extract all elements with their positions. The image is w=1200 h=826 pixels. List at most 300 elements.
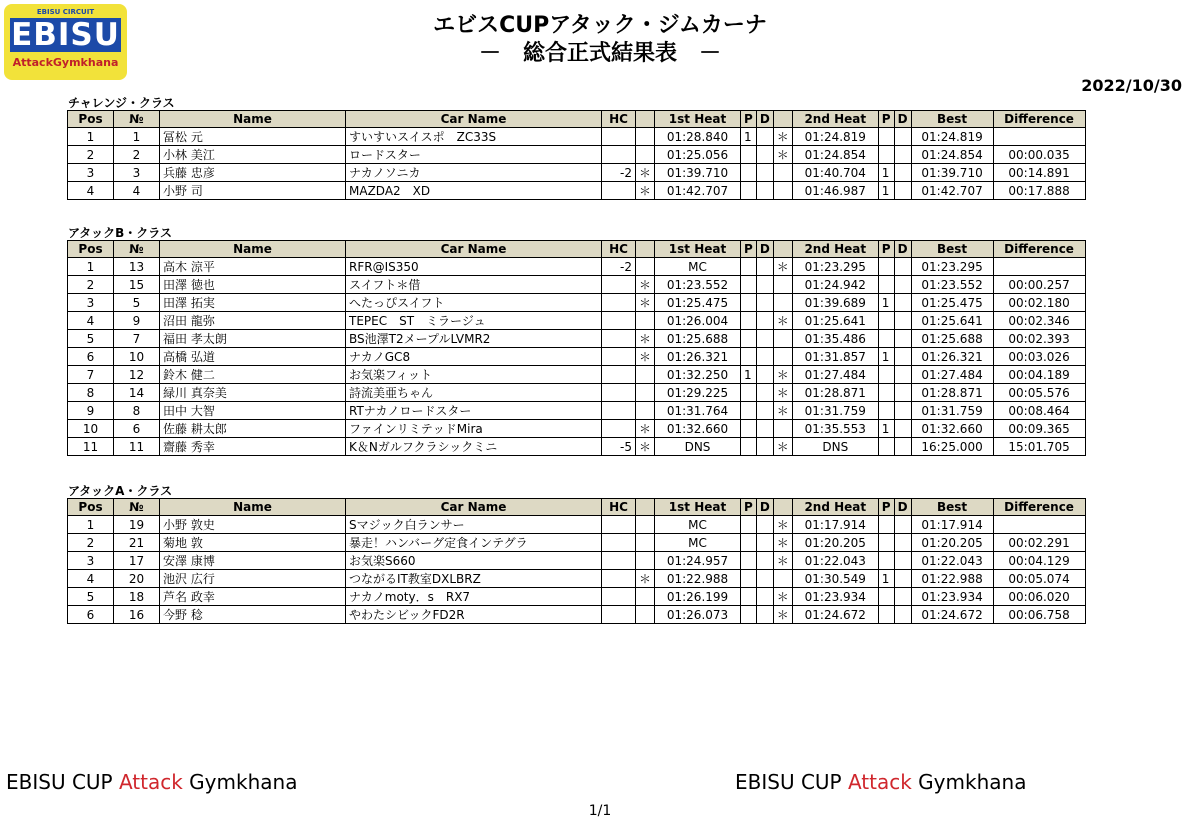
table-row (68, 570, 1086, 588)
table-cell: 暴走！ハンバーグ定食インテグラ (346, 534, 602, 552)
table-cell: 小野 敦史 (160, 516, 346, 534)
table-cell (602, 276, 636, 294)
column-header: Pos (68, 499, 114, 516)
column-header (773, 499, 792, 516)
column-header: P (741, 111, 757, 128)
column-header: HC (602, 241, 636, 258)
table-cell: ＊ (773, 258, 792, 276)
table-cell: 00:03.026 (993, 348, 1085, 366)
table-cell: 01:31.759 (911, 402, 993, 420)
table-cell: 01:32.250 (655, 366, 741, 384)
column-header: P (878, 241, 894, 258)
table-cell: 01:24.819 (792, 128, 878, 146)
table-cell (636, 366, 655, 384)
table-cell: 小林 美江 (160, 146, 346, 164)
table-cell: 3 (68, 294, 114, 312)
table-cell: ＊ (636, 330, 655, 348)
table-cell: 齋藤 秀幸 (160, 438, 346, 456)
table-cell: 1 (741, 128, 757, 146)
table-cell (602, 420, 636, 438)
table-cell: 01:32.660 (655, 420, 741, 438)
table-header-row (68, 241, 1086, 258)
table-cell: 01:26.004 (655, 312, 741, 330)
table-cell (636, 312, 655, 330)
table-cell (878, 516, 894, 534)
column-header: D (756, 241, 773, 258)
table-cell (894, 402, 911, 420)
table-cell: TEPEC ST ミラージュ (346, 312, 602, 330)
table-cell: 01:22.988 (655, 570, 741, 588)
table-cell (741, 330, 757, 348)
table-cell (756, 516, 773, 534)
column-header: Name (160, 241, 346, 258)
footer-logo-right (735, 770, 1026, 794)
table-cell: 1 (68, 516, 114, 534)
table-cell: 池沢 広行 (160, 570, 346, 588)
footer-logo-left (6, 770, 297, 794)
table-cell: 00:09.365 (993, 420, 1085, 438)
table-cell (602, 516, 636, 534)
table-cell: 01:24.957 (655, 552, 741, 570)
column-header: 2nd Heat (792, 111, 878, 128)
table-cell: 01:23.552 (911, 276, 993, 294)
table-cell: 15:01.705 (993, 438, 1085, 456)
table-cell (602, 606, 636, 624)
results-table (67, 110, 1086, 200)
table-cell (741, 276, 757, 294)
table-cell: ＊ (773, 312, 792, 330)
table-cell: 01:24.942 (792, 276, 878, 294)
table-cell (894, 294, 911, 312)
table-cell (636, 146, 655, 164)
column-header: Pos (68, 111, 114, 128)
table-cell: -5 (602, 438, 636, 456)
table-cell: 2 (114, 146, 160, 164)
footer-text: Gymkhana (911, 770, 1027, 794)
table-cell (894, 420, 911, 438)
table-cell: 10 (114, 348, 160, 366)
column-header: D (756, 111, 773, 128)
table-cell: 01:28.871 (911, 384, 993, 402)
table-cell: 16:25.000 (911, 438, 993, 456)
table-cell: ナカノGC8 (346, 348, 602, 366)
table-cell: 01:25.056 (655, 146, 741, 164)
table-cell (741, 438, 757, 456)
column-header: P (741, 499, 757, 516)
table-row (68, 128, 1086, 146)
table-cell (602, 570, 636, 588)
table-cell: 1 (878, 182, 894, 200)
class-label: アタックA・クラス (68, 484, 173, 498)
table-cell: 田中 大智 (160, 402, 346, 420)
table-cell: 01:27.484 (792, 366, 878, 384)
table-cell: 15 (114, 276, 160, 294)
table-cell (636, 128, 655, 146)
column-header (773, 111, 792, 128)
table-cell (756, 438, 773, 456)
table-cell (878, 146, 894, 164)
table-cell (773, 182, 792, 200)
table-cell: ＊ (773, 128, 792, 146)
table-row (68, 534, 1086, 552)
table-cell (894, 258, 911, 276)
table-row (68, 438, 1086, 456)
table-cell: 9 (68, 402, 114, 420)
table-cell: 01:23.552 (655, 276, 741, 294)
table-cell (894, 164, 911, 182)
table-row (68, 164, 1086, 182)
table-cell: 6 (68, 348, 114, 366)
table-cell: 01:31.759 (792, 402, 878, 420)
table-cell: やわたシビックFD2R (346, 606, 602, 624)
table-cell (894, 438, 911, 456)
table-cell (878, 588, 894, 606)
table-cell: 00:08.464 (993, 402, 1085, 420)
table-cell: 01:22.043 (911, 552, 993, 570)
table-cell (878, 276, 894, 294)
column-header: HC (602, 111, 636, 128)
column-header (636, 241, 655, 258)
table-cell: 2 (68, 146, 114, 164)
table-cell: DNS (792, 438, 878, 456)
table-row (68, 294, 1086, 312)
table-cell: 01:25.641 (792, 312, 878, 330)
table-cell: 7 (68, 366, 114, 384)
table-cell (602, 330, 636, 348)
table-row (68, 516, 1086, 534)
table-cell (878, 258, 894, 276)
table-cell: ＊ (636, 438, 655, 456)
table-cell (773, 294, 792, 312)
table-cell: 01:28.871 (792, 384, 878, 402)
table-cell (636, 552, 655, 570)
table-cell: すいすいスイスポ ZC33S (346, 128, 602, 146)
table-cell (636, 402, 655, 420)
table-cell (773, 420, 792, 438)
table-cell: 00:14.891 (993, 164, 1085, 182)
table-cell (894, 534, 911, 552)
results-table (67, 498, 1086, 624)
table-cell (894, 276, 911, 294)
table-cell: ファインリミテッドMira (346, 420, 602, 438)
page-subtitle: － 総合正式結果表 － (478, 41, 721, 66)
table-cell (878, 534, 894, 552)
table-cell: 鈴木 健二 (160, 366, 346, 384)
table-cell: K＆Nガルフクラシックミニ (346, 438, 602, 456)
column-header: HC (602, 499, 636, 516)
table-cell: 福田 孝太朗 (160, 330, 346, 348)
table-cell: -2 (602, 258, 636, 276)
table-row (68, 348, 1086, 366)
column-header: 2nd Heat (792, 499, 878, 516)
table-cell (993, 516, 1085, 534)
table-cell (756, 258, 773, 276)
table-cell: 20 (114, 570, 160, 588)
table-cell (756, 384, 773, 402)
table-cell (636, 384, 655, 402)
table-cell: 00:05.576 (993, 384, 1085, 402)
table-cell (756, 146, 773, 164)
table-cell: 01:39.710 (655, 164, 741, 182)
table-cell: お気楽フィット (346, 366, 602, 384)
table-cell: MAZDA2 XD (346, 182, 602, 200)
column-header: 1st Heat (655, 241, 741, 258)
table-cell: 菊地 敦 (160, 534, 346, 552)
table-cell (602, 534, 636, 552)
column-header: P (878, 499, 894, 516)
table-cell: 4 (114, 182, 160, 200)
table-cell (756, 294, 773, 312)
table-cell (894, 606, 911, 624)
table-cell: RFR@IS350 (346, 258, 602, 276)
table-cell: 00:02.393 (993, 330, 1085, 348)
table-cell: 6 (68, 606, 114, 624)
table-cell: お気楽S660 (346, 552, 602, 570)
table-cell: ＊ (773, 588, 792, 606)
table-cell (894, 182, 911, 200)
table-cell: 2 (68, 276, 114, 294)
table-cell: 16 (114, 606, 160, 624)
table-row (68, 606, 1086, 624)
table-cell: 4 (68, 312, 114, 330)
table-cell: 詩流美亜ちゃん (346, 384, 602, 402)
table-header-row (68, 111, 1086, 128)
table-cell (756, 552, 773, 570)
table-cell: 田澤 拓実 (160, 294, 346, 312)
table-row (68, 366, 1086, 384)
table-cell: 01:40.704 (792, 164, 878, 182)
table-cell: 8 (114, 402, 160, 420)
table-cell: 01:23.295 (792, 258, 878, 276)
table-cell (756, 330, 773, 348)
table-cell: ＊ (636, 182, 655, 200)
table-cell (894, 366, 911, 384)
table-cell: 01:24.854 (792, 146, 878, 164)
table-cell: 14 (114, 384, 160, 402)
column-header: Name (160, 111, 346, 128)
table-cell (741, 146, 757, 164)
table-cell (773, 348, 792, 366)
table-cell (741, 182, 757, 200)
table-cell (636, 534, 655, 552)
table-cell (878, 438, 894, 456)
table-cell: 7 (114, 330, 160, 348)
table-cell (741, 606, 757, 624)
table-cell (602, 588, 636, 606)
table-cell: ＊ (636, 294, 655, 312)
table-cell: ナカノmoty．s RX7 (346, 588, 602, 606)
column-header: Difference (993, 111, 1085, 128)
table-cell: 高木 涼平 (160, 258, 346, 276)
column-header: Car Name (346, 111, 602, 128)
column-header: № (114, 111, 160, 128)
table-cell: 01:26.199 (655, 588, 741, 606)
table-cell: MC (655, 534, 741, 552)
table-cell: ＊ (636, 164, 655, 182)
table-cell (756, 570, 773, 588)
table-cell (894, 552, 911, 570)
table-cell: 01:17.914 (911, 516, 993, 534)
table-cell (741, 552, 757, 570)
column-header: Best (911, 499, 993, 516)
table-cell (756, 128, 773, 146)
table-cell (773, 330, 792, 348)
table-cell: 01:23.934 (792, 588, 878, 606)
table-cell: 1 (878, 348, 894, 366)
table-cell: 19 (114, 516, 160, 534)
footer-text: EBISU CUP (735, 770, 848, 794)
logo-bottom-text: AttackGymkhana (12, 56, 119, 69)
table-cell (773, 164, 792, 182)
table-cell: 18 (114, 588, 160, 606)
column-header: 2nd Heat (792, 241, 878, 258)
table-cell: 01:27.484 (911, 366, 993, 384)
table-cell (602, 552, 636, 570)
table-cell: 4 (68, 182, 114, 200)
column-header: № (114, 499, 160, 516)
table-cell (878, 330, 894, 348)
table-cell (894, 516, 911, 534)
table-cell: ＊ (773, 516, 792, 534)
table-cell: 21 (114, 534, 160, 552)
table-cell (993, 128, 1085, 146)
table-cell: 01:25.641 (911, 312, 993, 330)
column-header: Best (911, 111, 993, 128)
table-cell: 01:17.914 (792, 516, 878, 534)
footer-text: Gymkhana (182, 770, 298, 794)
column-header (636, 499, 655, 516)
table-cell: 12 (114, 366, 160, 384)
table-cell (878, 402, 894, 420)
column-header: Difference (993, 499, 1085, 516)
table-cell: 今野 稔 (160, 606, 346, 624)
table-cell: ナカノソニカ (346, 164, 602, 182)
table-cell (756, 164, 773, 182)
table-cell: 01:31.764 (655, 402, 741, 420)
table-cell (636, 588, 655, 606)
table-cell: 17 (114, 552, 160, 570)
table-cell: ＊ (773, 402, 792, 420)
column-header: № (114, 241, 160, 258)
footer-text-accent: Attack (118, 770, 183, 794)
table-cell: 01:22.988 (911, 570, 993, 588)
table-cell (602, 146, 636, 164)
table-cell: ＊ (636, 570, 655, 588)
table-row (68, 552, 1086, 570)
table-cell: 01:42.707 (655, 182, 741, 200)
table-cell (756, 588, 773, 606)
table-cell: 01:39.689 (792, 294, 878, 312)
table-cell: 1 (68, 128, 114, 146)
table-cell: 01:42.707 (911, 182, 993, 200)
table-cell (894, 348, 911, 366)
table-cell: 00:00.035 (993, 146, 1085, 164)
table-cell: 2 (68, 534, 114, 552)
column-header: Name (160, 499, 346, 516)
column-header: 1st Heat (655, 499, 741, 516)
table-cell: 佐藤 耕太郎 (160, 420, 346, 438)
table-cell: へたっぴスイフト (346, 294, 602, 312)
table-cell: 00:02.346 (993, 312, 1085, 330)
page-number: 1/1 (588, 803, 612, 819)
table-cell: DNS (655, 438, 741, 456)
table-cell: 01:29.225 (655, 384, 741, 402)
column-header (636, 111, 655, 128)
table-cell: 4 (68, 570, 114, 588)
table-cell: 1 (878, 420, 894, 438)
table-cell: 13 (114, 258, 160, 276)
table-cell: MC (655, 258, 741, 276)
table-cell: 01:24.672 (911, 606, 993, 624)
table-cell (602, 294, 636, 312)
column-header: 1st Heat (655, 111, 741, 128)
table-cell (878, 552, 894, 570)
table-cell (741, 312, 757, 330)
table-header-row (68, 499, 1086, 516)
table-cell: -2 (602, 164, 636, 182)
table-cell: 01:26.321 (655, 348, 741, 366)
table-cell: 01:23.934 (911, 588, 993, 606)
table-cell (741, 348, 757, 366)
table-cell: 01:25.475 (655, 294, 741, 312)
table-cell: スイフト＊借 (346, 276, 602, 294)
column-header: D (756, 499, 773, 516)
table-cell: 01:25.688 (655, 330, 741, 348)
table-cell: 3 (68, 164, 114, 182)
table-cell (878, 606, 894, 624)
table-cell: 芦名 政幸 (160, 588, 346, 606)
table-cell: 6 (114, 420, 160, 438)
table-cell: 3 (114, 164, 160, 182)
table-cell: 01:25.475 (911, 294, 993, 312)
table-cell (894, 330, 911, 348)
table-cell (894, 384, 911, 402)
table-cell: ＊ (636, 348, 655, 366)
table-cell (773, 570, 792, 588)
table-cell: Sマジック白ランサー (346, 516, 602, 534)
table-cell (756, 348, 773, 366)
table-cell: 8 (68, 384, 114, 402)
table-cell: 01:20.205 (792, 534, 878, 552)
table-row (68, 276, 1086, 294)
table-cell: ＊ (773, 366, 792, 384)
table-cell: 01:35.553 (792, 420, 878, 438)
table-cell: 01:22.043 (792, 552, 878, 570)
table-cell: 01:30.549 (792, 570, 878, 588)
table-cell (756, 402, 773, 420)
table-cell (741, 516, 757, 534)
column-header: Car Name (346, 499, 602, 516)
logo-main-text: EBISU (11, 17, 120, 53)
table-cell: 00:00.257 (993, 276, 1085, 294)
table-cell (756, 534, 773, 552)
event-date: 2022/10/30 (1081, 76, 1182, 95)
table-row (68, 312, 1086, 330)
table-cell: 田澤 徳也 (160, 276, 346, 294)
table-cell: 00:17.888 (993, 182, 1085, 200)
table-cell (756, 312, 773, 330)
column-header: D (894, 499, 911, 516)
table-cell (741, 570, 757, 588)
table-cell (756, 276, 773, 294)
column-header: P (741, 241, 757, 258)
table-cell: 00:04.129 (993, 552, 1085, 570)
column-header: Pos (68, 241, 114, 258)
table-cell: つながるIT教室DXLBRZ (346, 570, 602, 588)
column-header: Car Name (346, 241, 602, 258)
table-cell (894, 588, 911, 606)
table-cell: 00:06.758 (993, 606, 1085, 624)
